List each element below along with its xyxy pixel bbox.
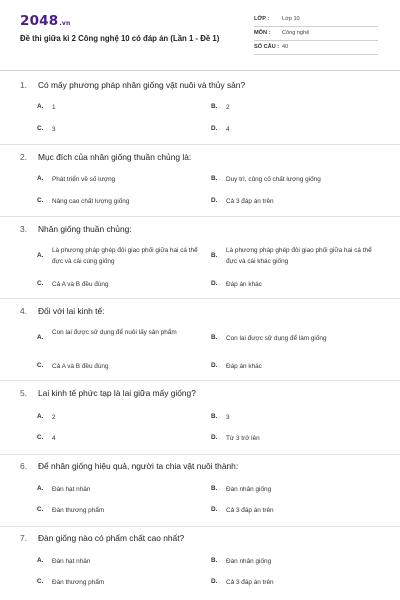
question-text: Mục đích của nhân giống thuần chủng là: <box>38 152 192 162</box>
option-letter: C. <box>37 125 44 132</box>
question-divider <box>0 454 400 455</box>
option-text: Duy trì, củng cố chất lượng giống <box>226 176 321 183</box>
info-key: MÔN : <box>254 30 271 36</box>
option-text: Đàn thương phẩm <box>52 579 105 586</box>
question-number: 7. <box>20 533 27 543</box>
option-text: Đàn nhân giống <box>226 558 272 565</box>
option-letter: B. <box>211 334 218 341</box>
option-text: Cả 3 đáp án trên <box>226 198 274 205</box>
question-divider <box>0 216 400 217</box>
logo-suffix: .vn <box>59 20 71 27</box>
option-letter: D. <box>211 362 218 369</box>
logo-text: 2048 <box>20 13 59 29</box>
option-letter: D. <box>211 125 218 132</box>
option-text: Cả 3 đáp án trên <box>226 579 274 586</box>
option-letter: A. <box>37 334 44 341</box>
option-text: 2 <box>52 414 56 421</box>
option-text: 4 <box>226 126 230 133</box>
question-stem <box>20 533 184 543</box>
option-letter: C. <box>37 280 44 287</box>
option-text: Con lai được sử dụng để làm giống <box>226 335 327 342</box>
question-text: Lai kinh tế phức tạp là lai giữa mấy giống? <box>38 388 196 398</box>
option-text: Cả A và B đều đúng <box>52 281 109 288</box>
option-text: 1 <box>52 104 56 111</box>
question-text: Có mấy phương pháp nhân giống vật nuôi và thủy sản? <box>38 80 246 90</box>
option-text: Đàn nhân giống <box>226 486 272 493</box>
option-text: Đàn hạt nhân <box>52 486 91 493</box>
option-letter: D. <box>211 578 218 585</box>
option-text: Phát triển về số lượng <box>52 176 116 183</box>
option-letter: A. <box>37 103 44 110</box>
option-letter: A. <box>37 557 44 564</box>
option-letter: A. <box>37 485 44 492</box>
option-text: Đàn thương phẩm <box>52 507 105 514</box>
question-stem <box>20 224 132 234</box>
question-divider <box>0 298 400 299</box>
info-row-class <box>254 14 378 27</box>
option-letter: D. <box>211 197 218 204</box>
question-number: 4. <box>20 306 27 316</box>
option-text: Đàn hạt nhân <box>52 558 91 565</box>
question-number: 5. <box>20 388 27 398</box>
question-text: Để nhân giống hiệu quả, người ta chia vật nuôi thành: <box>38 461 239 471</box>
option-text: Cả 3 đáp án trên <box>226 507 274 514</box>
question-text: Nhân giống thuần chủng: <box>38 224 132 234</box>
question-number: 2. <box>20 152 27 162</box>
option-text: Con lai được sử dụng để nuôi lấy sản phẩm <box>52 329 177 336</box>
info-row-subject <box>254 28 378 41</box>
question-stem <box>20 152 191 162</box>
info-key: SỐ CÂU : <box>254 44 280 50</box>
question-number: 3. <box>20 224 27 234</box>
option-text: Từ 3 trở lên <box>226 435 260 442</box>
info-key: LỚP : <box>254 16 270 22</box>
option-letter: C. <box>37 197 44 204</box>
option-letter: C. <box>37 578 44 585</box>
option-text: 4 <box>52 435 56 442</box>
question-stem <box>20 306 104 316</box>
question-text: Đàn giống nào có phẩm chất cao nhất? <box>38 533 185 543</box>
question-stem <box>20 80 245 90</box>
option-text: Là phương pháp ghép đôi giao phối giữa hai cá thể đực và cái cùng giống <box>52 247 198 265</box>
question-divider <box>0 380 400 381</box>
question-stem <box>20 388 196 398</box>
option-text: Đáp án khác <box>226 363 262 370</box>
option-text: Là phương pháp ghép đôi giao phối giữa hai cá thể đực và cái khác giống <box>226 247 372 265</box>
option-text: Nâng cao chất lượng giống <box>52 198 130 205</box>
option-text: Đáp án khác <box>226 281 262 288</box>
info-value: 40 <box>282 44 289 50</box>
option-letter: B. <box>211 103 218 110</box>
question-divider <box>0 144 400 145</box>
option-letter: D. <box>211 280 218 287</box>
option-letter: B. <box>211 175 218 182</box>
header-divider <box>0 70 400 71</box>
question-number: 1. <box>20 80 27 90</box>
question-text: Đối với lai kinh tế: <box>38 306 105 316</box>
site-logo[interactable] <box>20 13 70 29</box>
page-title: Đề thi giữa kì 2 Công nghệ 10 có đáp án (Lần 1 - Đề 1) <box>20 34 220 43</box>
option-letter: A. <box>37 413 44 420</box>
option-letter: B. <box>211 557 218 564</box>
option-letter: B. <box>211 485 218 492</box>
question-stem <box>20 461 238 471</box>
info-row-count <box>254 42 378 55</box>
option-letter: D. <box>211 434 218 441</box>
option-text: 3 <box>52 126 56 133</box>
option-letter: C. <box>37 434 44 441</box>
info-value: Lớp 10 <box>282 16 300 22</box>
option-text: 3 <box>226 414 230 421</box>
option-letter: C. <box>37 362 44 369</box>
option-letter: A. <box>37 175 44 182</box>
option-text: Cả A và B đều đúng <box>52 363 109 370</box>
info-value: Công nghệ <box>282 30 310 36</box>
option-letter: C. <box>37 506 44 513</box>
option-letter: A. <box>37 252 44 259</box>
question-number: 6. <box>20 461 27 471</box>
option-letter: B. <box>211 252 218 259</box>
option-text: 2 <box>226 104 230 111</box>
header <box>0 0 400 66</box>
option-letter: B. <box>211 413 218 420</box>
option-letter: D. <box>211 506 218 513</box>
question-divider <box>0 526 400 527</box>
